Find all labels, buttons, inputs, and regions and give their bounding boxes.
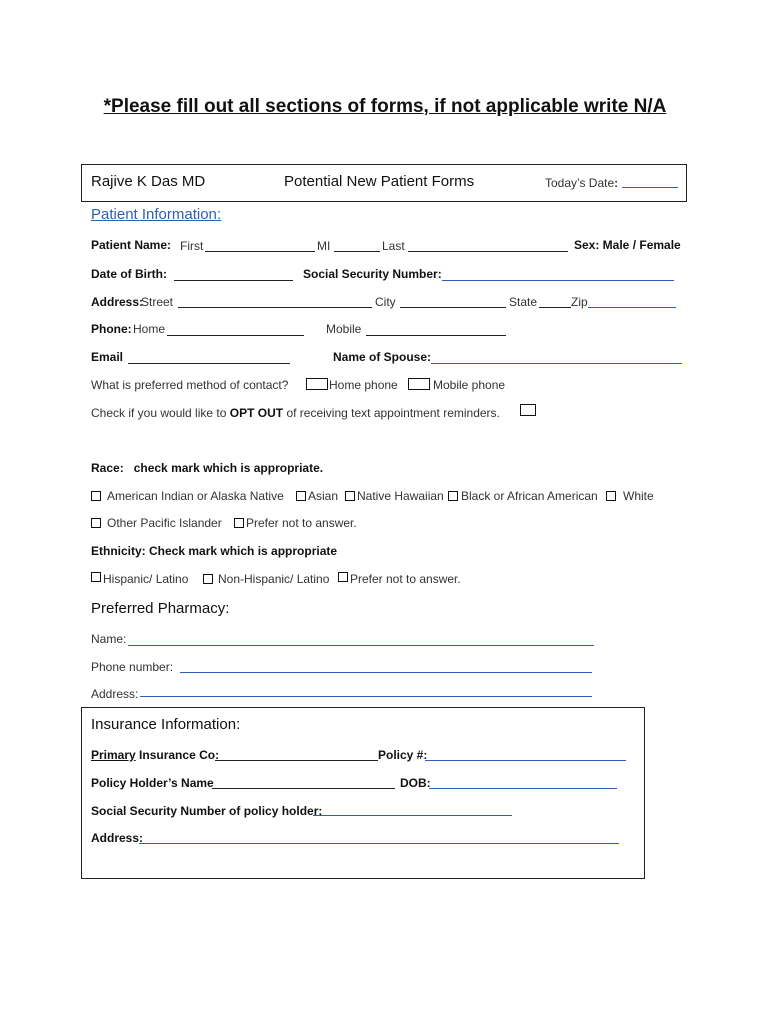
pharmacy-address-label: Address:	[91, 687, 139, 701]
todays-date-label: Today’s Date:	[545, 176, 619, 190]
insurance-co-label: Primary Insurance Co:	[91, 748, 220, 762]
race-heading: Race: check mark which is appropriate.	[91, 461, 324, 475]
race-checkbox-asian[interactable]	[296, 491, 306, 501]
city-label: City	[375, 295, 396, 309]
email-field[interactable]	[128, 363, 290, 364]
last-name-field[interactable]	[408, 251, 568, 252]
doctor-name: Rajive K Das MD	[91, 173, 206, 190]
ethnicity-heading: Ethnicity: Check mark which is appropriate	[91, 544, 338, 558]
zip-label: Zip	[571, 295, 588, 309]
mobile-phone-label: Mobile	[326, 322, 362, 336]
race-option-native-hawaiian: Native Hawaiian	[357, 489, 444, 503]
ethnicity-option-hispanic: Hispanic/ Latino	[103, 572, 189, 586]
race-checkbox-native-hawaiian[interactable]	[345, 491, 355, 501]
holder-dob-label: DOB:	[400, 776, 431, 790]
zip-field[interactable]	[588, 307, 676, 308]
dob-field[interactable]	[174, 280, 293, 281]
insurance-heading: Insurance Information:	[91, 716, 241, 733]
ethnicity-option-non-hispanic: Non-Hispanic/ Latino	[218, 572, 330, 586]
contact-home-label: Home phone	[329, 378, 398, 392]
city-field[interactable]	[400, 307, 506, 308]
holder-dob-field[interactable]	[429, 788, 617, 789]
mi-label: MI	[317, 239, 331, 253]
race-checkbox-white[interactable]	[606, 491, 616, 501]
ethnicity-option-prefer-not: Prefer not to answer.	[350, 572, 461, 586]
todays-date-field[interactable]	[622, 187, 678, 188]
first-name-field[interactable]	[205, 251, 315, 252]
pharmacy-name-label: Name:	[91, 632, 127, 646]
contact-question: What is preferred method of contact?	[91, 378, 289, 392]
race-option-pacific-islander: Other Pacific Islander	[107, 516, 222, 530]
spouse-label: Name of Spouse:	[333, 350, 432, 364]
holder-ssn-label: Social Security Number of policy holder:	[91, 804, 323, 818]
contact-mobile-checkbox[interactable]	[408, 378, 430, 390]
first-name-label: First	[180, 239, 204, 253]
optout-checkbox[interactable]	[520, 404, 536, 416]
insurance-address-field[interactable]	[139, 843, 619, 844]
street-label: Street	[141, 295, 174, 309]
patient-name-label: Patient Name:	[91, 238, 172, 252]
race-checkbox-american-indian[interactable]	[91, 491, 101, 501]
ssn-label: Social Security Number:	[303, 267, 442, 281]
patient-info-heading: Patient Information:	[91, 206, 222, 223]
ethnicity-checkbox-prefer-not[interactable]	[338, 572, 348, 582]
policy-number-field[interactable]	[425, 760, 626, 761]
race-checkbox-black[interactable]	[448, 491, 458, 501]
form-title: Potential New Patient Forms	[284, 173, 475, 190]
address-label: Address:	[91, 295, 144, 309]
contact-home-checkbox[interactable]	[306, 378, 328, 390]
ssn-field[interactable]	[442, 280, 674, 281]
insurance-co-field[interactable]	[215, 760, 378, 761]
race-checkbox-prefer-not[interactable]	[234, 518, 244, 528]
spouse-field[interactable]	[431, 363, 682, 364]
home-phone-label: Home	[133, 322, 166, 336]
race-option-prefer-not: Prefer not to answer.	[246, 516, 357, 530]
email-label: Email	[91, 350, 124, 364]
optout-text: Check if you would like to OPT OUT of receiving text appointment reminders.	[91, 406, 500, 420]
policy-number-label: Policy #:	[378, 748, 428, 762]
pharmacy-address-field[interactable]	[140, 696, 592, 697]
pharmacy-heading: Preferred Pharmacy:	[91, 600, 230, 617]
sex-label[interactable]: Sex: Male / Female	[574, 238, 681, 252]
race-option-asian: Asian	[308, 489, 339, 503]
race-option-white: White	[623, 489, 654, 503]
ethnicity-checkbox-hispanic[interactable]	[91, 572, 101, 582]
race-checkbox-pacific-islander[interactable]	[91, 518, 101, 528]
holder-name-label: Policy Holder’s Name	[91, 776, 214, 790]
home-phone-field[interactable]	[167, 335, 304, 336]
pharmacy-phone-label: Phone number:	[91, 660, 174, 674]
insurance-address-label: Address:	[91, 831, 144, 845]
page-title: *Please fill out all sections of forms, if not applicable write N/A	[103, 96, 667, 117]
holder-name-field[interactable]	[212, 788, 395, 789]
contact-mobile-label: Mobile phone	[433, 378, 506, 392]
mobile-phone-field[interactable]	[366, 335, 506, 336]
race-option-black: Black or African American	[461, 489, 598, 503]
holder-ssn-field[interactable]	[313, 815, 512, 816]
pharmacy-phone-field[interactable]	[180, 672, 592, 673]
race-option-american-indian: American Indian or Alaska Native	[107, 489, 284, 503]
last-name-label: Last	[382, 239, 405, 253]
dob-label: Date of Birth:	[91, 267, 167, 281]
phone-label: Phone:	[91, 322, 132, 336]
street-field[interactable]	[178, 307, 372, 308]
state-label: State	[509, 295, 538, 309]
mi-field[interactable]	[334, 251, 380, 252]
ethnicity-checkbox-non-hispanic[interactable]	[203, 574, 213, 584]
state-field[interactable]	[539, 307, 571, 308]
pharmacy-name-field[interactable]	[128, 645, 594, 646]
